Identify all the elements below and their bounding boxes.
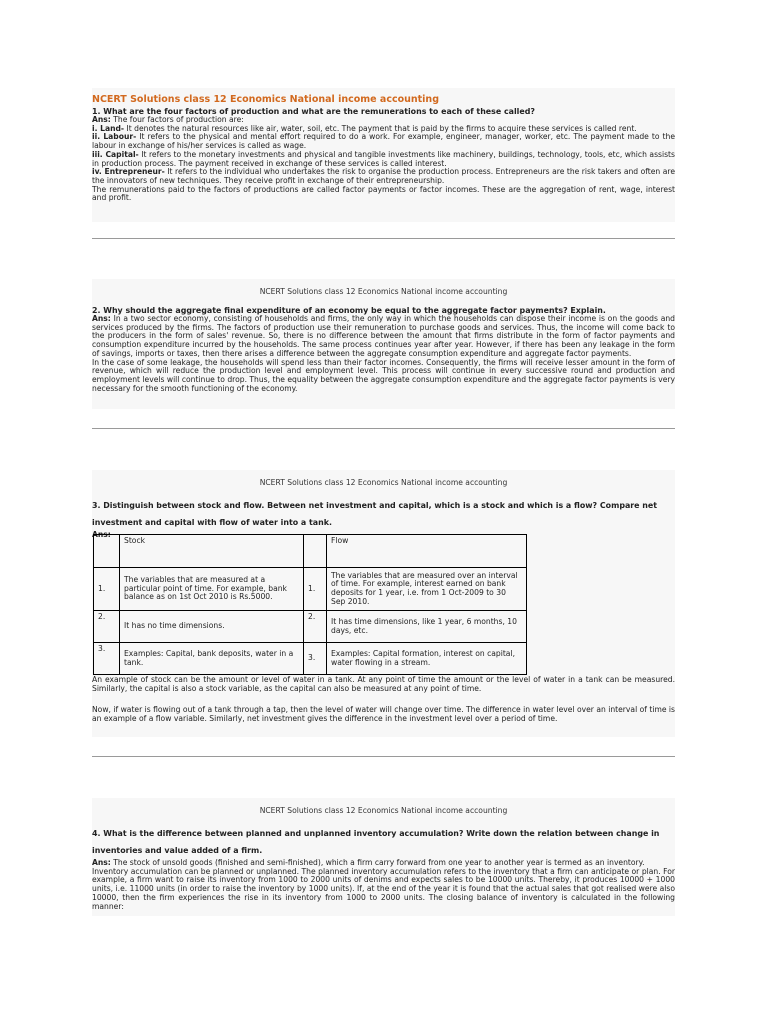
flow-cell: It has time dimensions, like 1 year, 6 months, 10 days, etc. <box>327 611 527 643</box>
stock-flow-table <box>93 534 527 675</box>
stock-cell: Examples: Capital, bank deposits, water in a tank. <box>120 643 304 675</box>
table-row: 1. The variables that are measured at a particular point of time. For example, bank balance as on 1st Oct 2010 is Rs.5000. 1. The variables that are measured over an interval of time. For example, interest earned on bank deposits for 1 year, i.e. from 1 Oct-2009 to 30 Sep 2010. <box>94 568 527 611</box>
factor-entrepreneur: iv. Entrepreneur- It refers to the individual who undertakes the risk to organise the production process. Entrepreneurs are the risk takers and often are the innovators of new techniques. They receive profit in exchange of their entrepreneurship. <box>92 167 676 185</box>
answer-3-label: Ans: <box>92 530 111 539</box>
answer-2-p1: Ans: In a two sector economy, consisting of households and firms, the only way in which the households can dispose their income is on the goods and services produced by the firms. The factors of production use their remuneration to purchase goods and services. Thus, the income will come back to the producers in the form of sales' revenue. So, there is no difference between the amount that firms distribute in the form of factor payments and consumption expenditure incurred by the households. The same process continues year after year. However, if there has been any leakage in the form of savings, imports or taxes, then there arises a difference between the aggregate consumption expenditure and aggregate factor payments. <box>92 314 675 358</box>
document-title: NCERT Solutions class 12 Economics National income accounting <box>92 94 439 105</box>
page-header: NCERT Solutions class 12 Economics National income accounting <box>259 478 508 487</box>
flow-cell: Examples: Capital formation, interest on capital, water flowing in a stream. <box>327 643 527 675</box>
stock-cell: It has no time dimensions. <box>120 611 304 643</box>
factor-labour: ii. Labour- It refers to the physical and mental effort required to do a work. For example, engineer, manager, worker, etc. The payment made to the labour in exchange of his/her services is called as wage. <box>92 132 675 151</box>
answer-4-p2: Inventory accumulation can be planned or unplanned. The planned inventory accumulation refers to the inventory that a firm can anticipate or plan. For example, a firm want to raise its inventory from 1000 to 2000 units of denims and expects sales to be 10000 units. Thereby, it produces 10000 + 1000 units, i.e. 11000 units (in order to raise the inventory by 1000 units). If, at the end of the year it is found that the actual sales that got realised were also 10000, then the firm experiences the rise in its inventory from 1000 to 2000 units. The closing balance of inventory is calculated in the following manner: <box>92 866 675 911</box>
page-header: NCERT Solutions class 12 Economics National income accounting <box>259 806 508 815</box>
page-header: NCERT Solutions class 12 Economics National income accounting <box>259 287 508 296</box>
factor-land: i. Land- It denotes the natural resources like air, water, soil, etc. The payment that is paid by the firms to acquire these services is called rent. <box>92 123 637 133</box>
answer-4-p1: Ans: The stock of unsold goods (finished and semi-finished), which a firm carry forward from one year to another year is termed as an inventory. <box>92 858 645 867</box>
section-1 <box>92 88 675 222</box>
answer-3-p2: Now, if water is flowing out of a tank through a tap, then the level of water will change over time. The difference in water level over an interval of time is an example of a flow variable. Similarly, net investment gives the difference in the investment level over a period of time. <box>92 705 675 724</box>
divider <box>92 756 675 757</box>
stock-cell: The variables that are measured at a particular point of time. For example, bank balance as on 1st Oct 2010 is Rs.5000. <box>120 568 304 611</box>
answer-1-closing: The remunerations paid to the factors of productions are called factor payments or factor incomes. These are the aggregation of rent, wage, interest and profit. <box>92 184 675 203</box>
question-4: 4. What is the difference between planned and unplanned inventory accumulation? Write down the relation between change in inventories and value added of a firm. <box>92 829 660 855</box>
answer-2-p2: In the case of some leakage, the households will spend less than their factor incomes. Consequently, the firms will receive lesser amount in the form of revenue, which will reduce the production level and employment level. This process will continue in every successive round and production and employment levels will continue to drop. Thus, the equality between the aggregate consumption expenditure and the aggregate factor payments is very necessary for the smooth functioning of the economy. <box>92 357 675 393</box>
factor-capital: iii. Capital- It refers to the monetary investments and physical and tangible investments like machinery, buildings, technology, tools, etc, which assists in production process. The payment received in exchange of these services is called interest. <box>92 149 675 168</box>
divider <box>92 428 675 429</box>
question-2: 2. Why should the aggregate final expenditure of an economy be equal to the aggregate factor payments? Explain. <box>92 306 606 315</box>
section-4 <box>92 798 675 916</box>
table-row: 3. Examples: Capital, bank deposits, water in a tank. 3. Examples: Capital formation, interest on capital, water flowing in a stream. <box>94 643 527 675</box>
question-3: 3. Distinguish between stock and flow. Between net investment and capital, which is a stock and which is a flow? Compare net investment and capital with flow of water into a tank. <box>92 501 658 527</box>
divider <box>92 238 675 239</box>
header-flow: Flow <box>327 535 527 568</box>
section-2 <box>92 279 675 409</box>
header-stock: Stock <box>120 535 304 568</box>
answer-3-p1: An example of stock can be the amount or level of water in a tank. At any point of time the amount or the level of water in a tank can be measured. Similarly, the capital is also a stock variable, as the capital can also be measured at any point of time. <box>92 675 675 693</box>
answer-3-text <box>92 676 675 724</box>
answer-1-intro: Ans: The four factors of production are: <box>92 115 244 124</box>
table-row: 2. It has no time dimensions. 2. It has time dimensions, like 1 year, 6 months, 10 days, etc. <box>94 611 527 643</box>
flow-cell: The variables that are measured over an interval of time. For example, interest earned on bank deposits for 1 year, i.e. from 1 Oct-2009 to 30 Sep 2010. <box>327 568 527 611</box>
question-1: 1. What are the four factors of production and what are the remunerations to each of these called? <box>92 107 535 116</box>
